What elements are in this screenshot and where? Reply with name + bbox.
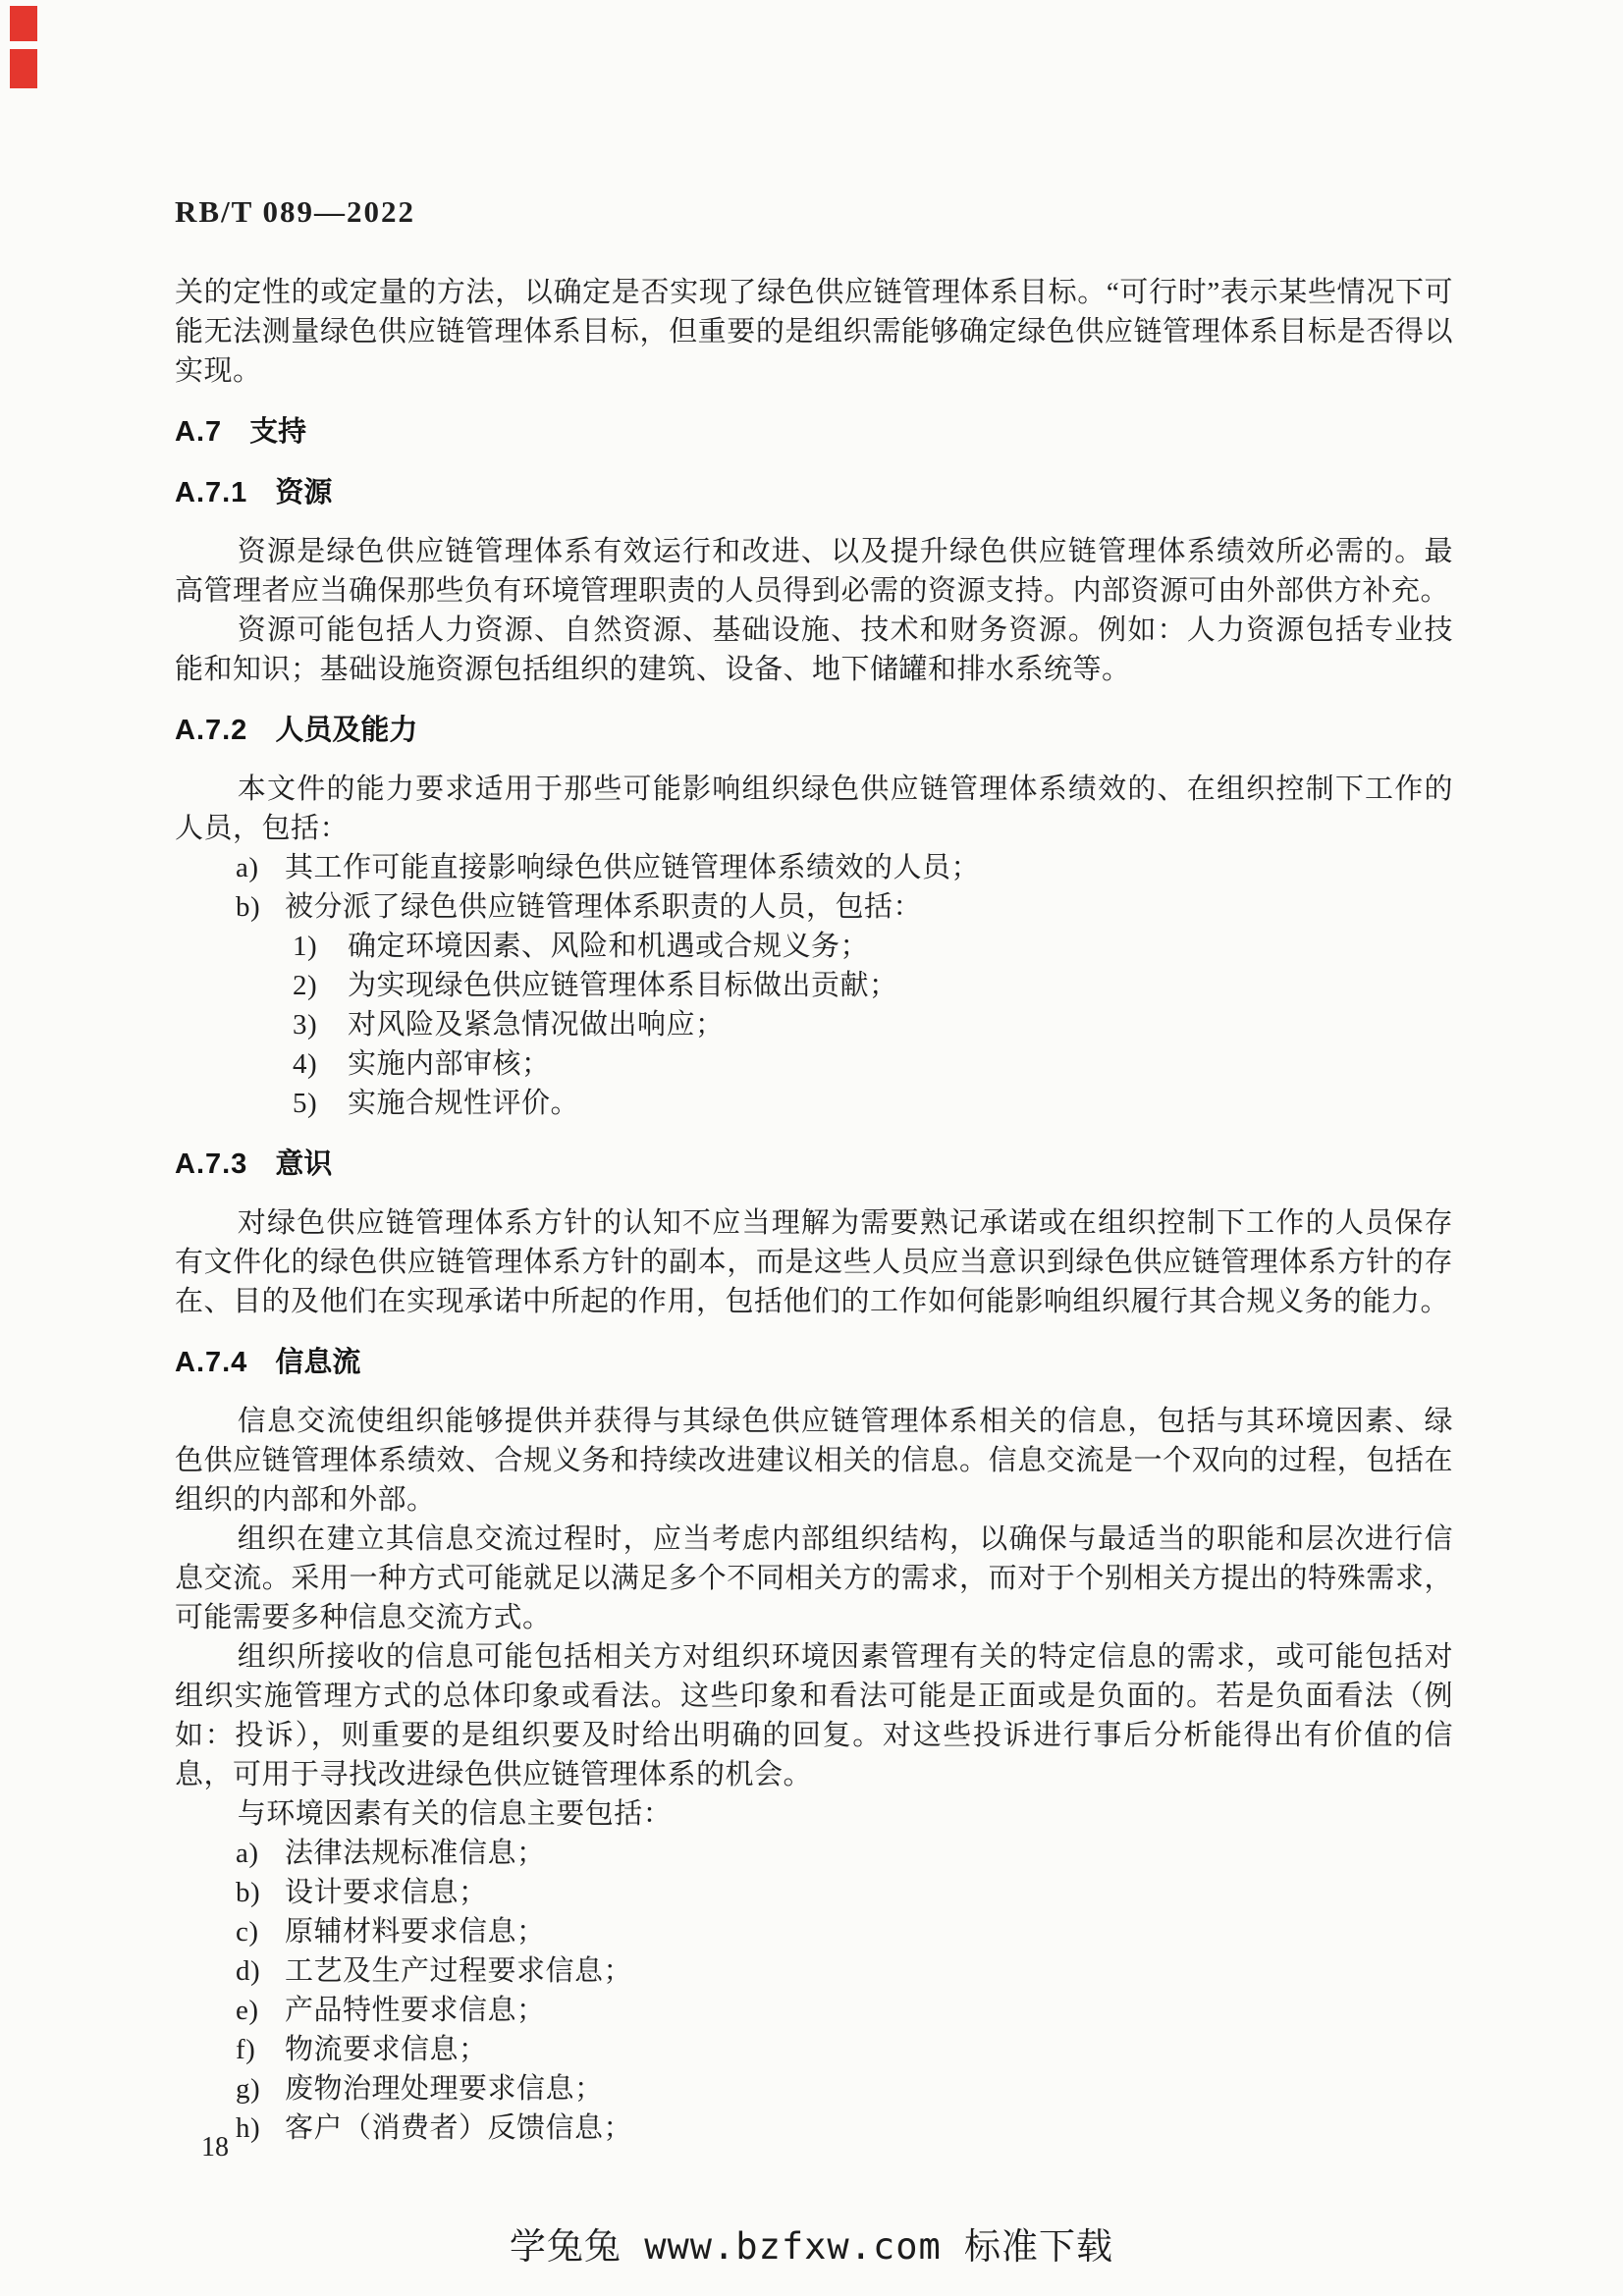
section-number: A.7	[175, 416, 223, 448]
section-title: 人员及能力	[275, 715, 418, 746]
list-item-text: 废物治理处理要求信息；	[285, 2073, 604, 2105]
section-number: A.7.2	[175, 715, 248, 746]
section-number: A.7.4	[175, 1347, 248, 1378]
red-stamp-mark-bottom	[10, 49, 37, 88]
list-item-label: 4)	[293, 1048, 318, 1080]
paragraph: 本文件的能力要求适用于那些可能影响组织绿色供应链管理体系绩效的、在组织控制下工作的人员，包括：	[175, 774, 1453, 844]
paragraph: 资源是绿色供应链管理体系有效运行和改进、以及提升绿色供应链管理体系绩效所必需的。最高管理者应当确保那些负有环境管理职责的人员得到必需的资源支持。内部资源可由外部供方补充。	[175, 536, 1453, 607]
list-item	[175, 887, 1453, 927]
list-item-text: 对风险及紧急情况做出响应；	[348, 1009, 725, 1041]
sub-list-item	[175, 1084, 1453, 1123]
list-item-label: h)	[236, 2112, 261, 2144]
list-item-text: 工艺及生产过程要求信息；	[285, 1955, 633, 1987]
list-item	[175, 2069, 1453, 2109]
list-item-label: 1)	[293, 931, 318, 962]
paragraph: 资源可能包括人力资源、自然资源、基础设施、技术和财务资源。例如：人力资源包括专业技能和知识；基础设施资源包括组织的建筑、设备、地下储罐和排水系统等。	[175, 614, 1453, 685]
paragraph: 组织在建立其信息交流过程时，应当考虑内部组织结构，以确保与最适当的职能和层次进行信息交流。采用一种方式可能就足以满足多个不同相关方的需求，而对于个别相关方提出的特殊需求，可能需要多种信息交流方式。	[175, 1523, 1453, 1633]
list-item-text: 为实现绿色供应链管理体系目标做出贡献；	[348, 970, 898, 1001]
list-item	[175, 1991, 1453, 2030]
list-item-label: 5)	[293, 1088, 318, 1119]
section-title: 意识	[275, 1148, 333, 1180]
red-stamp-mark-top	[10, 6, 37, 41]
list-item-text: 实施内部审核；	[348, 1048, 551, 1080]
list-item-label: a)	[236, 1838, 259, 1869]
list-item-label: a)	[236, 852, 259, 883]
list-item-text: 确定环境因素、风险和机遇或合规义务；	[348, 931, 870, 962]
list-item-label: f)	[236, 2034, 256, 2065]
section-title: 支持	[249, 416, 307, 448]
list-item-label: d)	[236, 1955, 261, 1987]
list-item-text: 设计要求信息；	[285, 1877, 488, 1908]
sub-list-item	[175, 1005, 1453, 1044]
sub-list-item	[175, 1044, 1453, 1084]
list-item-label: g)	[236, 2073, 261, 2105]
section-heading-a71	[175, 473, 1453, 512]
section-heading-a73	[175, 1145, 1453, 1184]
list-item-text: 法律法规标准信息；	[285, 1838, 546, 1869]
sub-list-item	[175, 927, 1453, 966]
list-item-label: 2)	[293, 970, 318, 1001]
page-content	[175, 192, 1453, 2148]
list-item	[175, 2030, 1453, 2069]
section-heading-a74	[175, 1343, 1453, 1382]
list-item-text: 产品特性要求信息；	[285, 1995, 546, 2026]
list-item-text: 实施合规性评价。	[348, 1088, 580, 1119]
list-item	[175, 1834, 1453, 1873]
paragraph: 信息交流使组织能够提供并获得与其绿色供应链管理体系相关的信息，包括与其环境因素、绿色供应链管理体系绩效、合规义务和持续改进建议相关的信息。信息交流是一个双向的过程，包括在组织的内部和外部。	[175, 1406, 1453, 1516]
list-item-text: 其工作可能直接影响绿色供应链管理体系绩效的人员；	[285, 852, 981, 883]
section-title: 资源	[275, 477, 333, 508]
watermark-text: 学兔兔 www.bzfxw.com 标准下载	[509, 2225, 1114, 2268]
paragraph: 对绿色供应链管理体系方针的认知不应当理解为需要熟记承诺或在组织控制下工作的人员保存有文件化的绿色供应链管理体系方针的副本，而是这些人员应当意识到绿色供应链管理体系方针的存在、目的及他们在实现承诺中所起的作用，包括他们的工作如何能影响组织履行其合规义务的能力。	[175, 1207, 1453, 1317]
list-item-text: 被分派了绿色供应链管理体系职责的人员，包括：	[285, 891, 923, 923]
list-item-text: 物流要求信息；	[285, 2034, 488, 2065]
list-item-label: c)	[236, 1916, 259, 1948]
section-heading-a72	[175, 711, 1453, 750]
list-item-text: 原辅材料要求信息；	[285, 1916, 546, 1948]
section-number: A.7.3	[175, 1148, 248, 1180]
section-title: 信息流	[275, 1347, 361, 1378]
list-item-label: 3)	[293, 1009, 318, 1041]
list-item-text: 客户（消费者）反馈信息；	[285, 2112, 633, 2144]
list-item	[175, 1873, 1453, 1912]
list-item-label: b)	[236, 891, 261, 923]
section-heading-a7	[175, 412, 1453, 452]
list-item	[175, 848, 1453, 887]
list-item	[175, 1951, 1453, 1991]
list-item-label: e)	[236, 1995, 259, 2026]
paragraph: 组织所接收的信息可能包括相关方对组织环境因素管理有关的特定信息的需求，或可能包括对组织实施管理方式的总体印象或看法。这些印象和看法可能是正面或是负面的。若是负面看法（例如：投诉），则重要的是组织要及时给出明确的回复。对这些投诉进行事后分析能得出有价值的信息，可用于寻找改进绿色供应链管理体系的机会。	[175, 1641, 1453, 1790]
document-code: RB/T 089—2022	[175, 194, 416, 229]
list-item	[175, 1912, 1453, 1951]
paragraph: 与环境因素有关的信息主要包括：	[237, 1798, 673, 1830]
list-item	[175, 2109, 1453, 2148]
page-number: 18	[201, 2132, 229, 2163]
sub-list-item	[175, 966, 1453, 1005]
section-number: A.7.1	[175, 477, 248, 508]
list-item-label: b)	[236, 1877, 261, 1908]
intro-paragraph: 关的定性的或定量的方法，以确定是否实现了绿色供应链管理体系目标。“可行时”表示某些情况下可能无法测量绿色供应链管理体系目标，但重要的是组织需能够确定绿色供应链管理体系目标是否得以实现。	[175, 277, 1453, 387]
